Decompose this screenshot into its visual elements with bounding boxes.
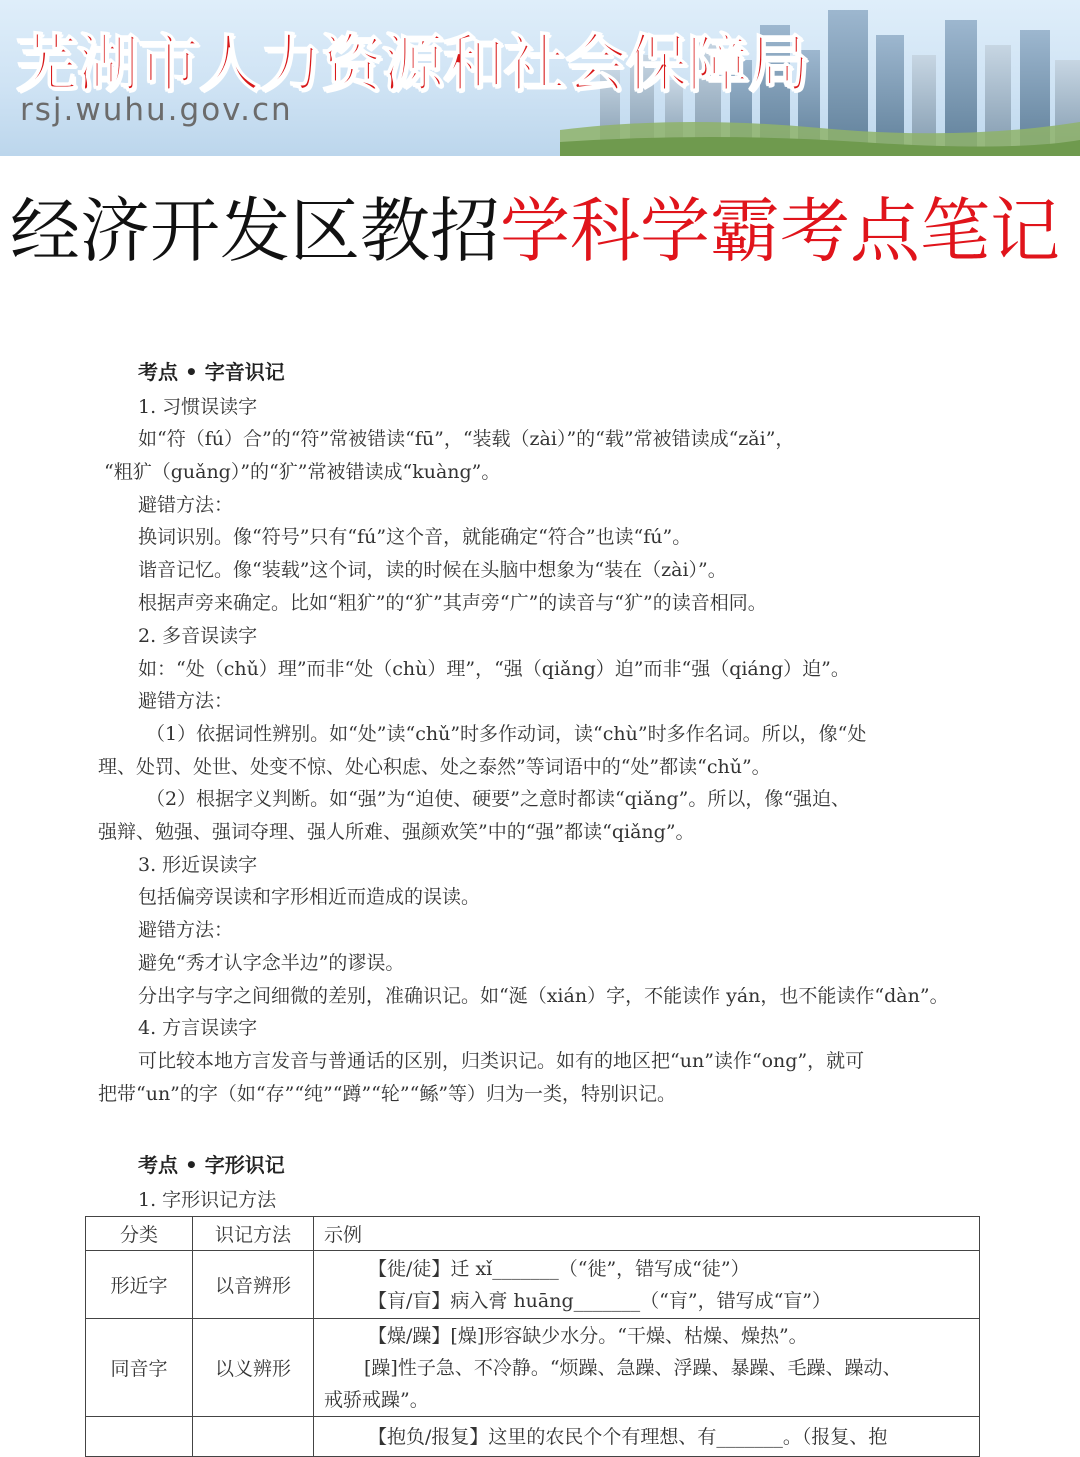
text-line: 4. 方言误读字 — [138, 1017, 258, 1039]
table-cell-examples — [314, 1417, 980, 1457]
text-line: 2. 多音误读字 — [138, 625, 258, 647]
table-header-cell: 分类 — [86, 1217, 193, 1251]
table-header-cell: 识记方法 — [193, 1217, 314, 1251]
example-line: 【徙/徒】迁 xǐ_______（“徙”，错写成“徒”） — [368, 1257, 750, 1280]
text-line: 1. 字形识记方法 — [138, 1189, 277, 1211]
example-line: 【肓/盲】病入膏 huāng_______（“肓”，错写成“盲”） — [368, 1289, 831, 1312]
text-line: 可比较本地方言发音与普通话的区别，归类识记。如有的地区把“un”读作“ong”，就可 — [138, 1050, 865, 1072]
text-line: 避错方法： — [138, 919, 234, 941]
glyph-method-table — [85, 1216, 980, 1457]
text-line: 理、处罚、处世、处变不惊、处心积虑、处之泰然”等词语中的“处”都读“chǔ”。 — [98, 756, 771, 778]
table-header-cell: 示例 — [314, 1217, 980, 1251]
table-cell-category: 形近字 — [86, 1251, 193, 1319]
table-row — [86, 1251, 980, 1319]
header-banner — [0, 0, 1080, 156]
example-line: 【抱负/报复】这里的农民个个有理想、有_______。（报复、抱 — [368, 1425, 888, 1448]
text-line: 换词识别。像“符号”只有“fú”这个音，就能确定“符合”也读“fú”。 — [138, 526, 692, 548]
org-url[interactable]: rsj.wuhu.gov.cn — [20, 92, 293, 128]
text-line: 3. 形近误读字 — [138, 854, 258, 876]
text-line: （1）依据词性辨别。如“处”读“chǔ”时多作动词，读“chù”时多作名词。所以，像“处 — [146, 723, 867, 745]
page-title-part1: 经济开发区教招 — [10, 190, 500, 272]
text-line: 谐音记忆。像“装载”这个词，读的时候在头脑中想象为“装在（zài）”。 — [138, 559, 727, 581]
text-line: 1. 习惯误读字 — [138, 396, 258, 418]
example-line: 【燥/躁】[燥]形容缺少水分。“干燥、枯燥、燥热”。 — [368, 1324, 808, 1347]
table-header-row — [86, 1217, 980, 1251]
text-line: 避免“秀才认字念半边”的谬误。 — [138, 952, 405, 974]
text-line: 分出字与字之间细微的差别，准确识记。如“涎（xián）字，不能读作 yán，也不能读作“dàn”。 — [138, 985, 949, 1007]
text-line: 如“符（fú）合”的“符”常被错读“fū”，“装载（zài）”的“载”常被错读成“zǎi”， — [138, 428, 795, 450]
example-line: 戒骄戒躁”。 — [324, 1388, 429, 1411]
section-title: 考点 • 字形识记 — [138, 1153, 285, 1177]
example-line: [躁]性子急、不冷静。“烦躁、急躁、浮躁、暴躁、毛躁、躁动、 — [364, 1356, 902, 1379]
text-line: （2）根据字义判断。如“强”为“迫使、硬要”之意时都读“qiǎng”。所以，像“强迫、 — [146, 788, 851, 810]
table-cell-method — [193, 1417, 314, 1457]
page-title-part2: 学科学霸考点笔记 — [500, 190, 1060, 272]
text-line: 强辩、勉强、强词夺理、强人所难、强颜欢笑”中的“强”都读“qiǎng”。 — [98, 821, 695, 843]
table-cell-examples — [314, 1251, 980, 1319]
table-cell-method: 以义辨形 — [193, 1319, 314, 1417]
text-line: 根据声旁来确定。比如“粗犷”的“犷”其声旁“广”的读音与“犷”的读音相同。 — [138, 592, 767, 614]
text-line: 包括偏旁误读和字形相近而造成的误读。 — [138, 886, 481, 908]
text-line: 避错方法： — [138, 494, 234, 516]
org-title: 芜湖市人力资源和社会保障局 — [16, 27, 810, 100]
text-line: 避错方法： — [138, 690, 234, 712]
table-cell-method: 以音辨形 — [193, 1251, 314, 1319]
table-cell-examples — [314, 1319, 980, 1417]
text-line: “粗犷（guǎng）”的“犷”常被错读成“kuàng”。 — [104, 461, 501, 483]
text-line: 如：“处（chǔ）理”而非“处（chù）理”，“强（qiǎng）迫”而非“强（qiáng）迫”。 — [138, 658, 850, 680]
section-title: 考点 • 字音识记 — [138, 360, 285, 384]
page-title — [10, 190, 1060, 272]
table-row — [86, 1319, 980, 1417]
table-cell-category — [86, 1417, 193, 1457]
text-line: 把带“un”的字（如“存”“纯”“蹲”“轮”“鲧”等）归为一类，特别识记。 — [98, 1083, 677, 1105]
table-cell-category: 同音字 — [86, 1319, 193, 1417]
table-row — [86, 1417, 980, 1457]
